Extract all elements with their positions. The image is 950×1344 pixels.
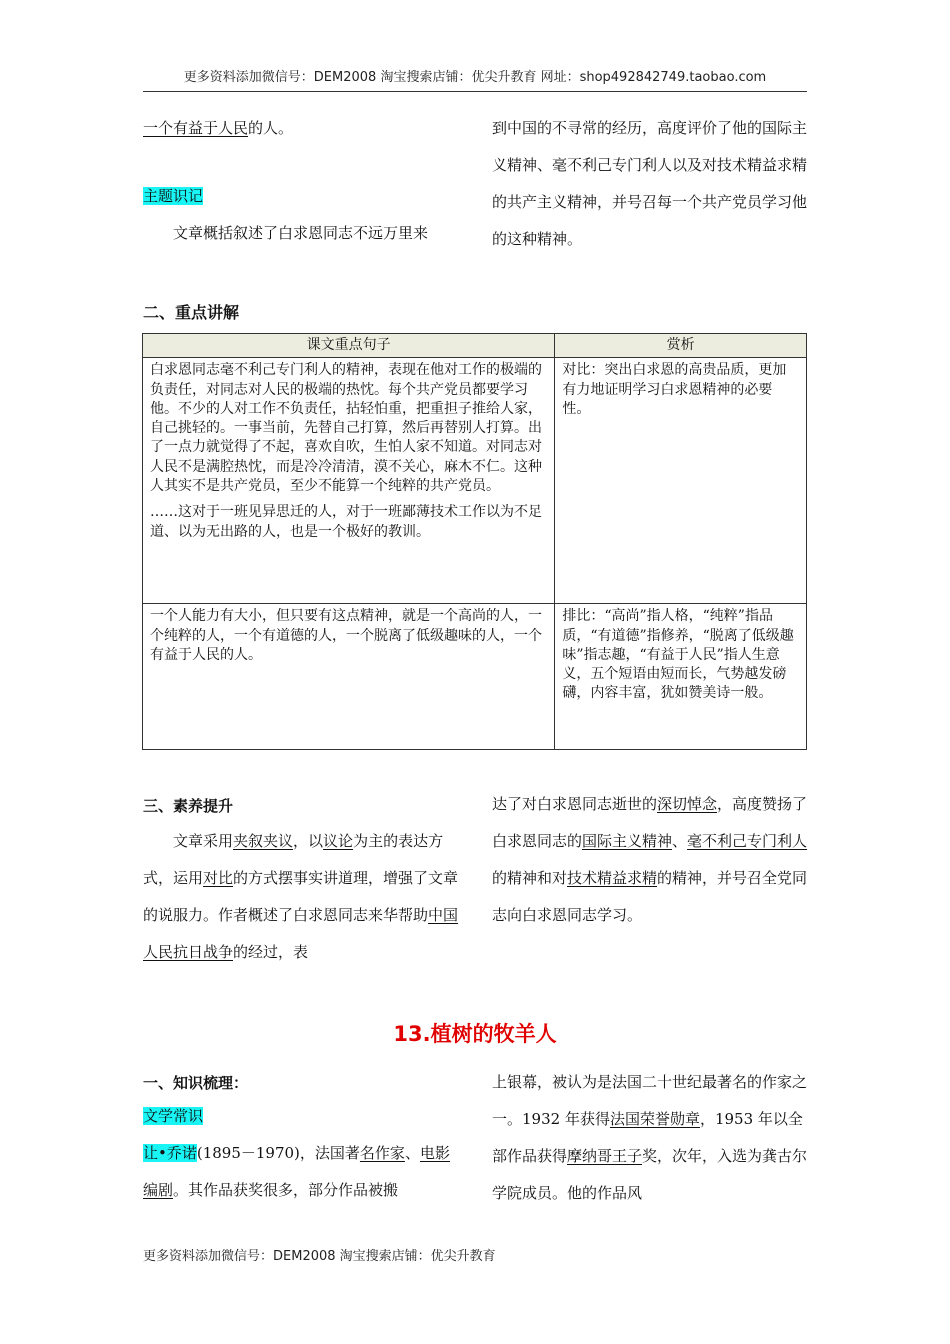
section3-right-text: 达了对白求恩同志逝世的深切悼念，高度赞扬了白求恩同志的国际主义精神、毫不利己专门利人的精神和对技术精益求精的精神，并号召全党同志向白求恩同志学习。	[492, 795, 808, 924]
page-header: 更多资料添加微信号：DEM2008 淘宝搜索店铺：优尖升教育 网址：shop492842749.taobao.com	[143, 66, 807, 92]
literature-label: 文学常识	[143, 1107, 204, 1125]
underlined-phrase: 名作家	[359, 1144, 405, 1162]
section3-left-text: 文章采用夹叙夹议，以议论为主的表达方式，运用对比的方式摆事实讲道理，增强了文章的说服力。作者概述了白求恩同志来华帮助中国人民抗日战争的经过，表	[143, 832, 459, 961]
author-name: 让•乔诺	[143, 1144, 197, 1162]
section1-title: 一、知识梳理：	[143, 1074, 249, 1092]
theme-label-line	[143, 178, 459, 215]
section3-right-column	[492, 786, 808, 934]
underlined-phrase: 对比	[203, 869, 234, 887]
intro-right-column	[492, 110, 808, 258]
underlined-phrase: 夹叙夹议	[233, 832, 294, 850]
underlined-phrase: 一个有益于人民	[143, 119, 249, 137]
section3-left-column	[143, 823, 459, 971]
intro-right-text: 到中国的不寻常的经历，高度评价了他的国际主义精神、毫不利己专门利人以及对技术精益求精的共产主义精神，并号召每一个共产党员学习他的这种精神。	[492, 119, 808, 248]
sentence-paragraph: ……这对于一班见异思迁的人，对于一班鄙薄技术工作以为不足道、以为无出路的人，也是一个极好的教训。	[150, 504, 542, 540]
sentence-paragraph: 白求恩同志毫不利己专门利人的精神，表现在他对工作的极端的负责任，对同志对人民的极端的热忱。每个共产党员都要学习他。不少的人对工作不负责任，拈轻怕重，把重担子推给人家，自己挑轻的。一事当前，先替自己打算，然后再替别人打算。出了一点力就觉得了不起，喜欢自吹，生怕人家不知道。对同志对人民不是满腔热忱，而是冷冷清清，漠不关心，麻木不仁。这种人其实不是共产党员，至少不能算一个纯粹的共产党员。	[150, 362, 542, 495]
underlined-phrase: 中国人民抗日战争	[143, 906, 459, 961]
table-cell-analysis: 对比：突出白求恩的高贵品质，更加有力地证明学习白求恩精神的必要性。	[555, 358, 807, 604]
underlined-phrase: 法国荣誉勋章	[609, 1110, 700, 1128]
intro-left-column	[143, 110, 459, 252]
table-header-analysis: 赏析	[555, 334, 807, 358]
underlined-phrase: 技术精益求精	[567, 869, 658, 887]
lesson13-left-column	[143, 1098, 459, 1209]
table-header-sentence: 课文重点句子	[143, 334, 555, 358]
underlined-phrase: 深切悼念	[657, 795, 718, 813]
underlined-phrase: 议论	[323, 832, 354, 850]
lesson-title: 13.植树的牧羊人	[393, 1022, 557, 1046]
intro-line	[143, 110, 459, 147]
lesson13-left-text: 让•乔诺(1895－1970)，法国著名作家、电影编剧。其作品获奖很多，部分作品被搬	[143, 1144, 450, 1199]
intro-line-end: 的人。	[248, 119, 294, 137]
table-header-row	[143, 334, 807, 358]
underlined-phrase: 电影编剧	[143, 1144, 450, 1199]
table-cell-sentence	[143, 604, 555, 750]
section2-title: 二、重点讲解	[143, 303, 240, 322]
theme-label: 主题识记	[143, 187, 204, 205]
theme-text: 文章概括叙述了白求恩同志不远万里来	[173, 224, 429, 242]
table-row	[143, 604, 807, 750]
literature-label-line	[143, 1098, 459, 1135]
table-cell-sentence	[143, 358, 555, 604]
lesson13-right-text: 上银幕，被认为是法国二十世纪最著名的作家之一。1932 年获得法国荣誉勋章，1953 年以全部作品获得摩纳哥王子奖，次年，入选为龚古尔学院成员。他的作品风	[492, 1073, 808, 1202]
section3-title: 三、素养提升	[143, 797, 234, 815]
table-cell-analysis: 排比：“高尚”指人格，“纯粹”指品质，“有道德”指修养，“脱离了低级趣味”指志趣，“有益于人民”指人生意义，五个短语由短而长，气势越发磅礴，内容丰富，犹如赞美诗一般。	[555, 604, 807, 750]
table-row	[143, 358, 807, 604]
key-sentences-table	[142, 333, 807, 750]
page-footer: 更多资料添加微信号：DEM2008 淘宝搜索店铺：优尖升教育	[143, 1249, 496, 1264]
underlined-phrase: 国际主义精神	[582, 832, 673, 850]
sentence-paragraph: 一个人能力有大小，但只要有这点精神，就是一个高尚的人，一个纯粹的人，一个有道德的人，一个脱离了低级趣味的人，一个有益于人民的人。	[150, 608, 542, 663]
underlined-phrase: 毫不利己专门利人	[687, 832, 808, 850]
lesson13-right-column	[492, 1064, 808, 1212]
underlined-phrase: 摩纳哥王子	[567, 1147, 643, 1165]
